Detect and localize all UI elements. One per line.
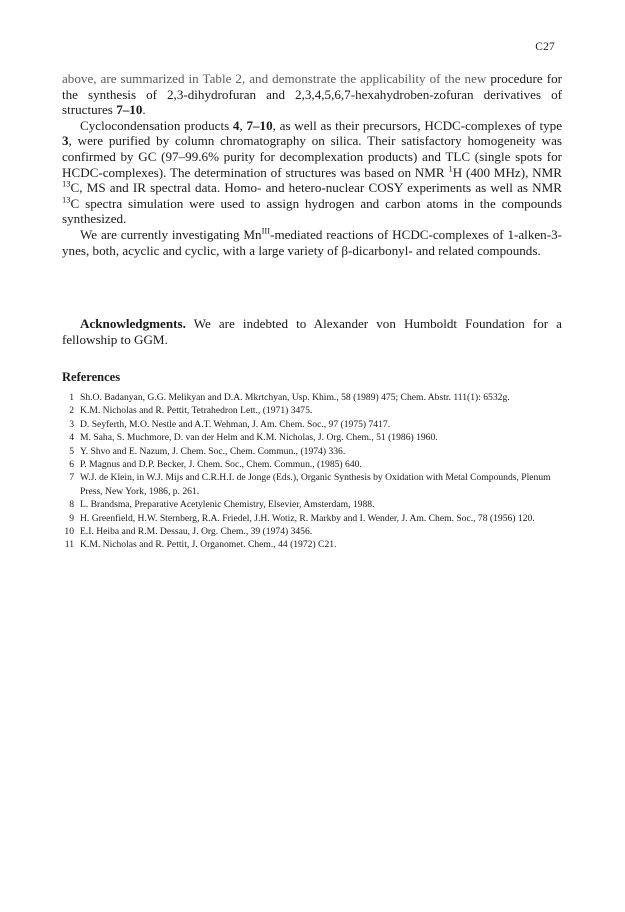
reference-text: P. Magnus and D.P. Becker, J. Chem. Soc., Chem. Commun., (1985) 640. [80,459,362,471]
reference-item [62,512,567,525]
acknowledgments-text: We are indebted to Alexander von Humboldt Foundation for a fellowship to GGM. [62,316,562,347]
paragraph-1: above, are summarized in Table 2, and demonstrate the applicability of the new procedure for the synthesis of 2,3-dihydrofuran and 2,3,4,5,6,7-hexahydroben-zofuran derivatives of structures 7–10. [62,71,562,118]
reference-number: 6 [69,459,74,471]
reference-item [62,538,567,551]
page-number: C27 [535,41,555,53]
partially-cut-line: above, are summarized in Table 2, and demonstrate the applicability of the new [62,71,487,86]
reference-item [62,391,567,404]
reference-text: M. Saha, S. Muchmore, D. van der Helm and K.M. Nicholas, J. Org. Chem., 51 (1986) 1960. [80,432,438,444]
reference-text: Y. Shvo and E. Nazum, J. Chem. Soc., Chem. Commun., (1974) 336. [80,445,346,457]
reference-number: 11 [64,539,74,551]
reference-item [62,525,567,538]
structure-ref: 3 [62,133,69,149]
reference-number: 4 [69,432,74,444]
reference-number: 7 [69,472,74,484]
reference-number: 3 [69,418,74,430]
body-text [62,71,562,258]
paragraph-3: We are currently investigating $Mn^{III}$-mediated reactions of HCDC-complexes of 1-alken-3-ynes, both, acyclic and cyclic, with a large variety of β-dicarbonyl- and related compounds. [62,225,562,258]
reference-item [62,404,567,417]
structure-ref: 7–10 [246,117,273,133]
reference-text: K.M. Nicholas and R. Pettit, J. Organomet. Chem., 44 (1972) C21. [80,539,337,551]
reference-text: Sh.O. Badanyan, G.G. Melikyan and D.A. Mkrtchyan, Usp. Khim., 58 (1989) 475; Chem. Abstr. 111(1): 6532g. [80,392,510,403]
reference-number: 2 [69,405,74,417]
reference-text: E.I. Heiba and R.M. Dessau, J. Org. Chem., 39 (1974) 3456. [80,526,313,538]
references-list [62,391,567,552]
reference-text: L. Brandsma, Preparative Acetylenic Chemistry, Elsevier, Amsterdam, 1988. [80,499,375,511]
paragraph-2: Cyclocondensation products 4, 7–10, as well as their precursors, HCDC-complexes of type 3, were purified by column chromatography on silica. Their satisfactory homogeneity was confirmed by GC (97–99.6% purity for decomplexation products) and TLC (single spots for HCDC-complexes). The determination of structures was based on NMR $^1$H (400 MHz), NMR $^{13}$C, MS and IR spectral data. Homo- and hetero-nuclear COSY experiments as well as NMR $^{13}$C spectra simulation were used to assign hydrogen and carbon atoms in the compounds synthesized. [62,117,563,227]
reference-text: K.M. Nicholas and R. Pettit, Tetrahedron Lett., (1971) 3475. [80,405,313,417]
reference-item [62,431,567,444]
reference-text: W.J. de Klein, in W.J. Mijs and C.R.H.I. de Jonge (Eds.), Organic Synthesis by Oxidation with Metal Compounds, Plenum Press, New York, 1986, p. 261. [80,472,551,497]
reference-item [62,418,567,431]
structure-ref: 4 [232,117,240,133]
reference-item [62,471,567,498]
acknowledgments-heading: Acknowledgments. [80,316,186,331]
reference-number: 8 [69,499,74,511]
reference-text: D. Seyferth, M.O. Nestle and A.T. Wehman, J. Am. Chem. Soc., 97 (1975) 7417. [80,418,391,430]
structure-ref: 7–10 [116,102,143,118]
reference-item [62,498,567,511]
references-heading: References [62,370,121,384]
reference-item [62,458,567,471]
reference-number: 5 [69,445,74,457]
reference-number: 10 [64,526,74,538]
reference-item [62,445,567,458]
reference-text: H. Greenfield, H.W. Sternberg, R.A. Friedel, J.H. Wotiz, R. Markby and I. Wender, J. Am. Chem. Soc., 78 (1956) 120. [80,512,535,524]
acknowledgments [62,316,562,347]
reference-number: 9 [69,512,74,524]
reference-number: 1 [69,392,74,403]
